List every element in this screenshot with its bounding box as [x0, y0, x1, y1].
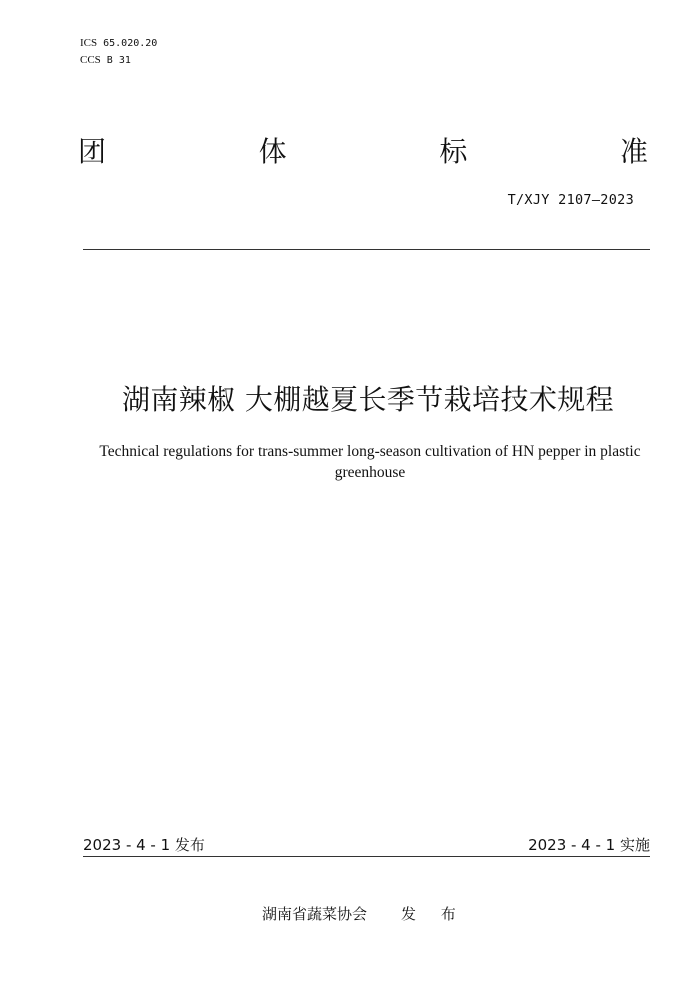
- standard-type-heading: [78, 132, 648, 172]
- publisher-name: 湖南省蔬菜协会: [262, 905, 368, 923]
- title-english: Technical regulations for trans-summer long-season cultivation of HN pepper in plastic greenhouse: [99, 443, 641, 481]
- standard-type-char: 标: [439, 135, 468, 168]
- issue-date: 2023 - 4 - 1 发布: [83, 836, 205, 854]
- ccs-value: B 31: [106, 55, 131, 66]
- implementation-date: 2023 - 4 - 1 实施: [528, 836, 650, 854]
- publish-action: 发 布: [401, 905, 466, 923]
- ccs-classification: [80, 53, 131, 68]
- standard-type-char: 团: [78, 135, 107, 168]
- standard-type-char: 体: [258, 135, 287, 168]
- ics-value: 65.020.20: [103, 38, 158, 49]
- header-divider: [83, 249, 650, 250]
- ics-label: ICS: [80, 37, 98, 49]
- ics-classification: [80, 36, 157, 51]
- standard-number: T/XJY 2107—2023: [507, 192, 634, 208]
- title-chinese: 湖南辣椒 大棚越夏长季节栽培技术规程: [121, 383, 615, 416]
- ccs-label: CCS: [80, 54, 101, 66]
- standard-type-char: 准: [619, 135, 648, 168]
- publisher-line: [262, 904, 466, 924]
- footer-divider: [83, 856, 650, 857]
